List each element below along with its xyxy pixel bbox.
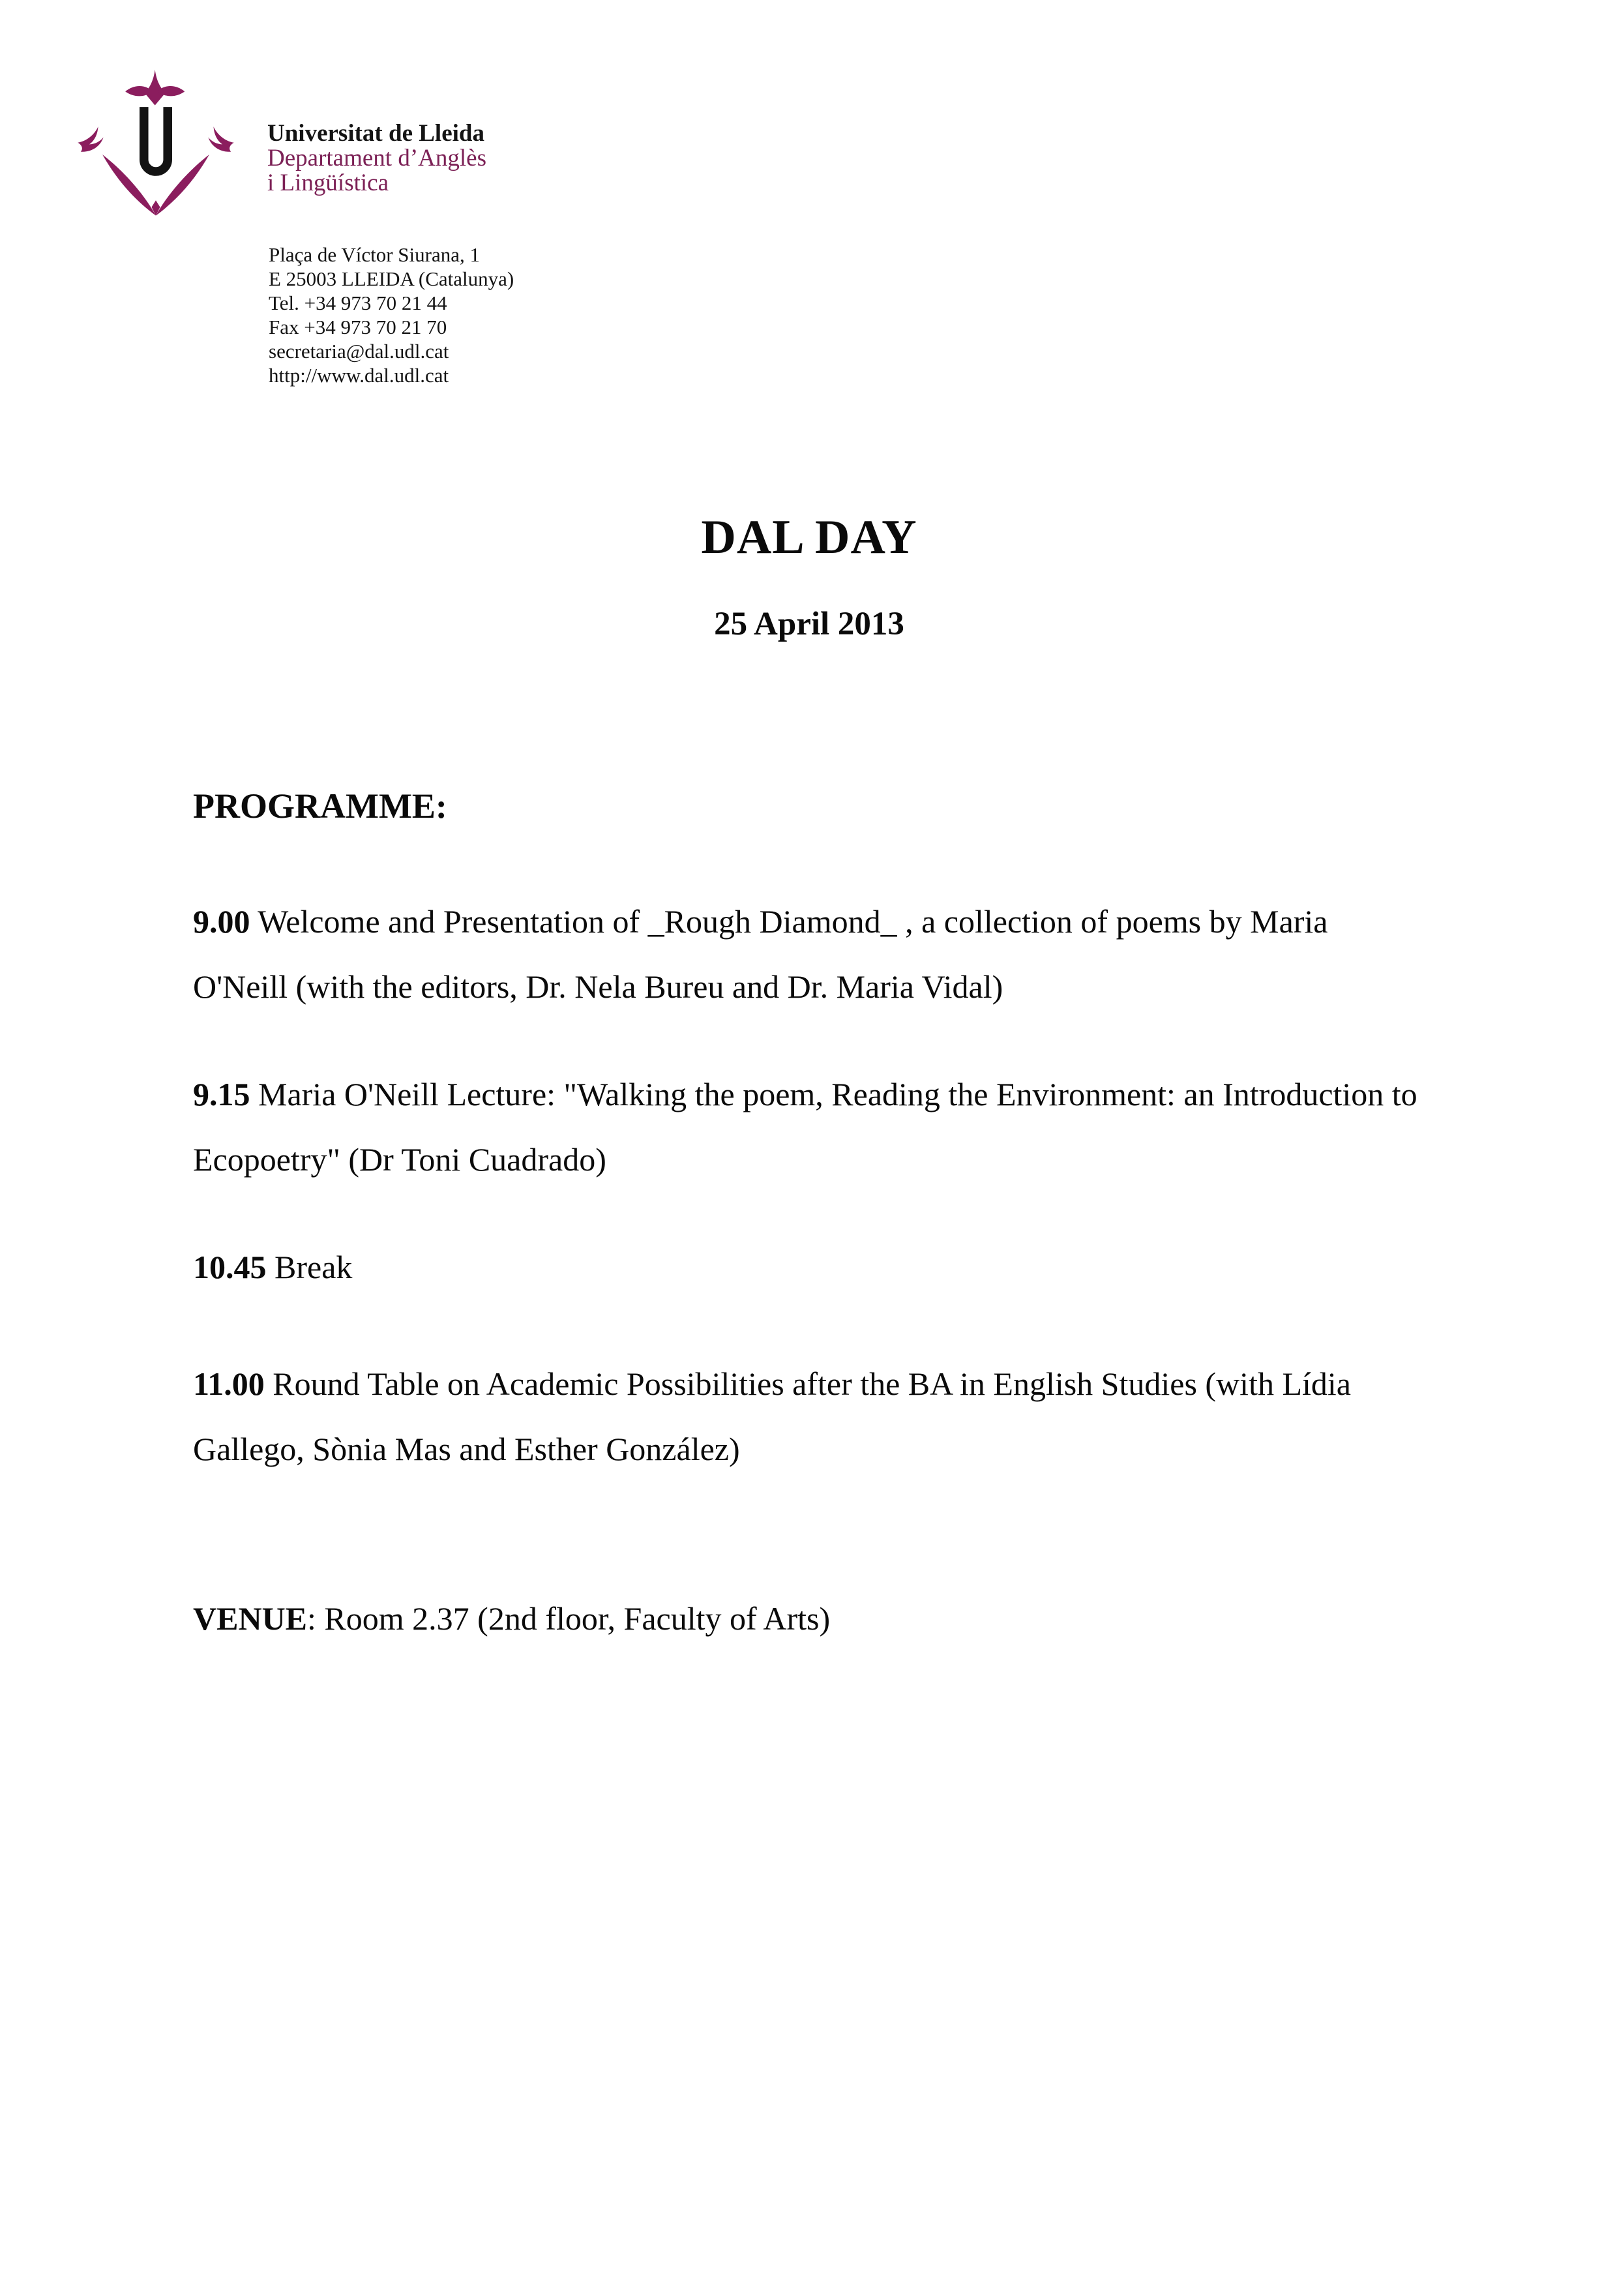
programme-item — [193, 1351, 1445, 1482]
event-date: 25 April 2013 — [714, 606, 904, 642]
programme-item-text-line-2: Gallego, Sònia Mas and Esther González) — [193, 1431, 740, 1467]
logo-left-bird — [78, 127, 103, 152]
document-title: DAL DAY — [701, 511, 917, 564]
address-line-email: secretaria@dal.udl.cat — [269, 340, 449, 363]
programme-item-text-line-2: Ecopoetry" (Dr Toni Cuadrado) — [193, 1141, 606, 1178]
department-name-line-1: Departament d’Anglès — [267, 145, 486, 171]
programme-item-text-line-1: Welcome and Presentation of _Rough Diamond_ , a collection of poems by Maria — [250, 903, 1328, 940]
logo-u-letter — [144, 107, 168, 171]
logo-right-bird — [208, 127, 233, 152]
programme-item-line — [193, 889, 1445, 954]
programme-item-line — [193, 1351, 1445, 1416]
address-line-website: http://www.dal.udl.cat — [269, 364, 449, 387]
venue-label: VENUE — [193, 1600, 308, 1637]
programme-item — [193, 1062, 1445, 1192]
programme-item-time: 9.00 — [193, 903, 250, 940]
programme-item — [193, 1234, 1445, 1300]
programme-heading: PROGRAMME: — [193, 786, 447, 826]
programme-item-line — [193, 1234, 1445, 1300]
programme-item-line — [193, 1062, 1445, 1127]
programme-item-time: 10.45 — [193, 1249, 267, 1285]
letterhead — [267, 121, 486, 196]
universitat-de-lleida-logo-icon — [68, 64, 243, 228]
venue-text: : Room 2.37 (2nd floor, Faculty of Arts) — [307, 1600, 831, 1637]
programme-item-time: 9.15 — [193, 1076, 250, 1112]
programme-item-text-line-1: Round Table on Academic Possibilities after the BA in English Studies (with Lídia — [264, 1365, 1351, 1402]
address-line-tel: Tel. +34 973 70 21 44 — [269, 291, 447, 314]
venue-line — [193, 1586, 1445, 1651]
programme-item-time: 11.00 — [193, 1365, 265, 1402]
address-block — [269, 243, 514, 387]
address-line-city: E 25003 LLEIDA (Catalunya) — [269, 267, 514, 290]
programme-item-text-line-1: Maria O'Neill Lecture: "Walking the poem, Reading the Environment: an Introduction to — [250, 1076, 1417, 1112]
university-name: Universitat de Lleida — [267, 120, 484, 147]
programme-item-text-line-1: Break — [266, 1249, 353, 1285]
department-name-line-2: i Lingüística — [267, 170, 389, 196]
programme-item — [193, 889, 1445, 1019]
address-line-street: Plaça de Víctor Siurana, 1 — [269, 243, 480, 266]
venue-text-line — [193, 1586, 1445, 1651]
logo-bottom-v — [102, 155, 209, 216]
programme-item-text-line-2: O'Neill (with the editors, Dr. Nela Bureu and Dr. Maria Vidal) — [193, 968, 1003, 1005]
address-line-fax: Fax +34 973 70 21 70 — [269, 316, 447, 338]
logo-top-fleur — [125, 70, 185, 106]
